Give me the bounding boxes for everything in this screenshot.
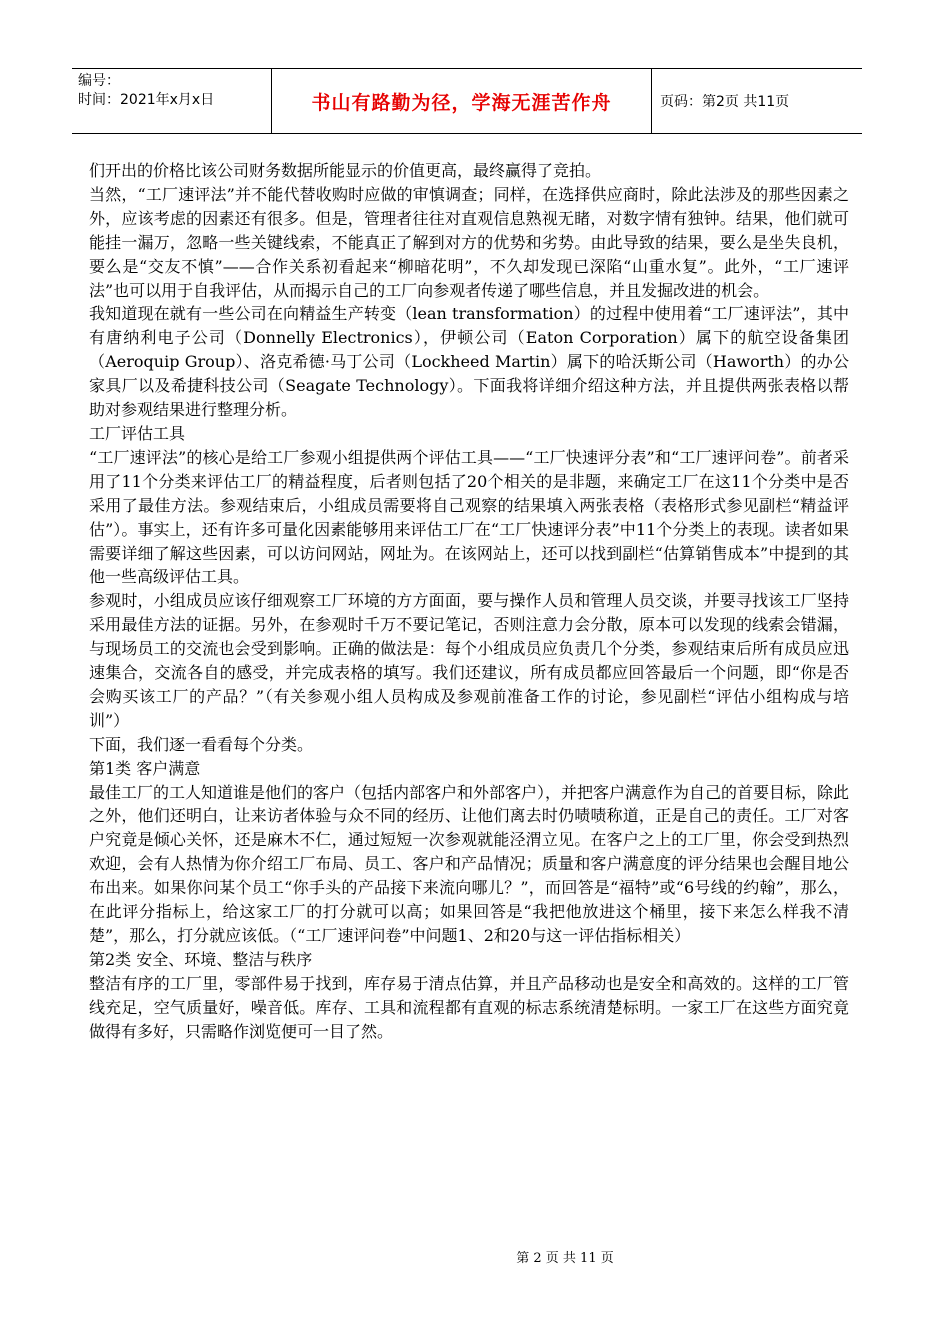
- header-slogan: 书山有路勤为径，学海无涯苦作舟: [272, 69, 652, 133]
- paragraph-customer-satisfaction: 最佳工厂的工人知道谁是他们的客户（包括内部客户和外部客户），并把客户满意作为自己的首要目标，除此之外，他们还明白，让来访者体验与众不同的经历、让他们离去时仍啧啧称道，正是自己的责任。工厂对客户究竟是倾心关怀，还是麻木不仁，通过短短一次参观就能泾渭立见。在客户之上的工厂里，你会受到热烈欢迎，会有人热情为你介绍工厂布局、员工、客户和产品情况；质量和客户满意度的评分结果也会醒目地公布出来。如果你问某个员工“你手头的产品接下来流向哪儿？”，而回答是“福特”或“6号线的约翰”，那么，在此评分指标上，给这家工厂的打分就可以高；如果回答是“我把他放进这个桶里，接下来怎么样我不清楚”，那么，打分就应该低。（“工厂速评问卷”中问题1、2和20与这一评估指标相关）: [89, 782, 850, 945]
- paragraph-continuation: 们开出的价格比该公司财务数据所能显示的价值更高，最终赢得了竞拍。: [89, 161, 602, 180]
- section-heading-tools: 工厂评估工具: [89, 423, 186, 443]
- header-meta-cell: [72, 69, 272, 133]
- page-footer: 第 2 页 共 11 页: [516, 1251, 614, 1266]
- paragraph-limitations: 当然，“工厂速评法”并不能代替收购时应做的审慎调查；同样，在选择供应商时，除此法涉及的那些因素之外，应该考虑的因素还有很多。但是，管理者往往对直观信息熟视无睹，对数字情有独钟。结果，他们就可能挂一漏万，忽略一些关键线索，不能真正了解到对方的优势和劣势。由此导致的结果，要么是坐失良机，要么是“交友不慎”——合作关系初看起来“柳暗花明”，不久却发现已深陷“山重水复”。此外，“工厂速评法”也可以用于自我评估，从而揭示自己的工厂向参观者传递了哪些信息，并且发掘改进的机会。: [89, 184, 849, 300]
- document-body: [89, 159, 849, 1044]
- category-heading-2: 第2类 安全、环境、整洁与秩序: [89, 949, 313, 969]
- document-number-label: 编号：: [78, 73, 120, 89]
- paragraph-safety-order: 整洁有序的工厂里，零部件易于找到，库存易于清点估算，并且产品移动也是安全和高效的。这样的工厂管线充足，空气质量好，噪音低。库存、工具和流程都有直观的标志系统清楚标明。一家工厂在这些方面究竟做得有多好，只需略作浏览便可一目了然。: [89, 973, 849, 1041]
- header-page-indicator: 页码：第2页 共11页: [660, 94, 790, 110]
- paragraph-companies: 我知道现在就有一些公司在向精益生产转变（lean transformation）的过程中使用着“工厂速评法”，其中有唐纳利电子公司（Donnelly Electronics），伊顿公司（Eaton Corporation）属下的航空设备集团（Aeroquip Group）、洛克希德·马丁公司（Lockheed Martin）属下的哈沃斯公司（Haworth）的办公家具厂以及希捷科技公司（Seagate Technology）。下面我将详细介绍这种方法，并且提供两张表格以帮助对参观结果进行整理分析。: [89, 304, 849, 420]
- paragraph-tools: “工厂速评法”的核心是给工厂参观小组提供两个评估工具——“工厂快速评分表”和“工厂速评问卷”。前者采用了11个分类来评估工厂的精益程度，后者则包括了20个相关的是非题，来确定工厂在这11个分类中是否采用了最佳方法。参观结束后，小组成员需要将自己观察的结果填入两张表格（表格形式参见副栏“精益评估”）。事实上，还有许多可量化因素能够用来评估工厂在“工厂快速评分表”中11个分类上的表现。读者如果需要详细了解这些因素，可以访问网站，网址为。在该网站上，还可以找到副栏“估算销售成本”中提到的其他一些高级评估工具。: [89, 447, 849, 587]
- document-time-label: 时间：2021年x月x日: [78, 92, 215, 108]
- page-header: [72, 68, 862, 134]
- category-heading-1: 第1类 客户满意: [89, 758, 201, 778]
- paragraph-intro-categories: 下面，我们逐一看看每个分类。: [89, 734, 314, 754]
- paragraph-visit-guidance: 参观时，小组成员应该仔细观察工厂环境的方方面面，要与操作人员和管理人员交谈，并要寻找该工厂坚持采用最佳方法的证据。另外，在参观时千万不要记笔记，否则注意力会分散，原本可以发现的线索会错漏，与现场员工的交流也会受到影响。正确的做法是：每个小组成员应负责几个分类，参观结束后所有成员应迅速集合，交流各自的感受，并完成表格的填写。我们还建议，所有成员都应回答最后一个问题，即“你是否会购买该工厂的产品？”（有关参观小组人员构成及参观前准备工作的讨论，参见副栏“评估小组构成与培训”）: [89, 591, 849, 730]
